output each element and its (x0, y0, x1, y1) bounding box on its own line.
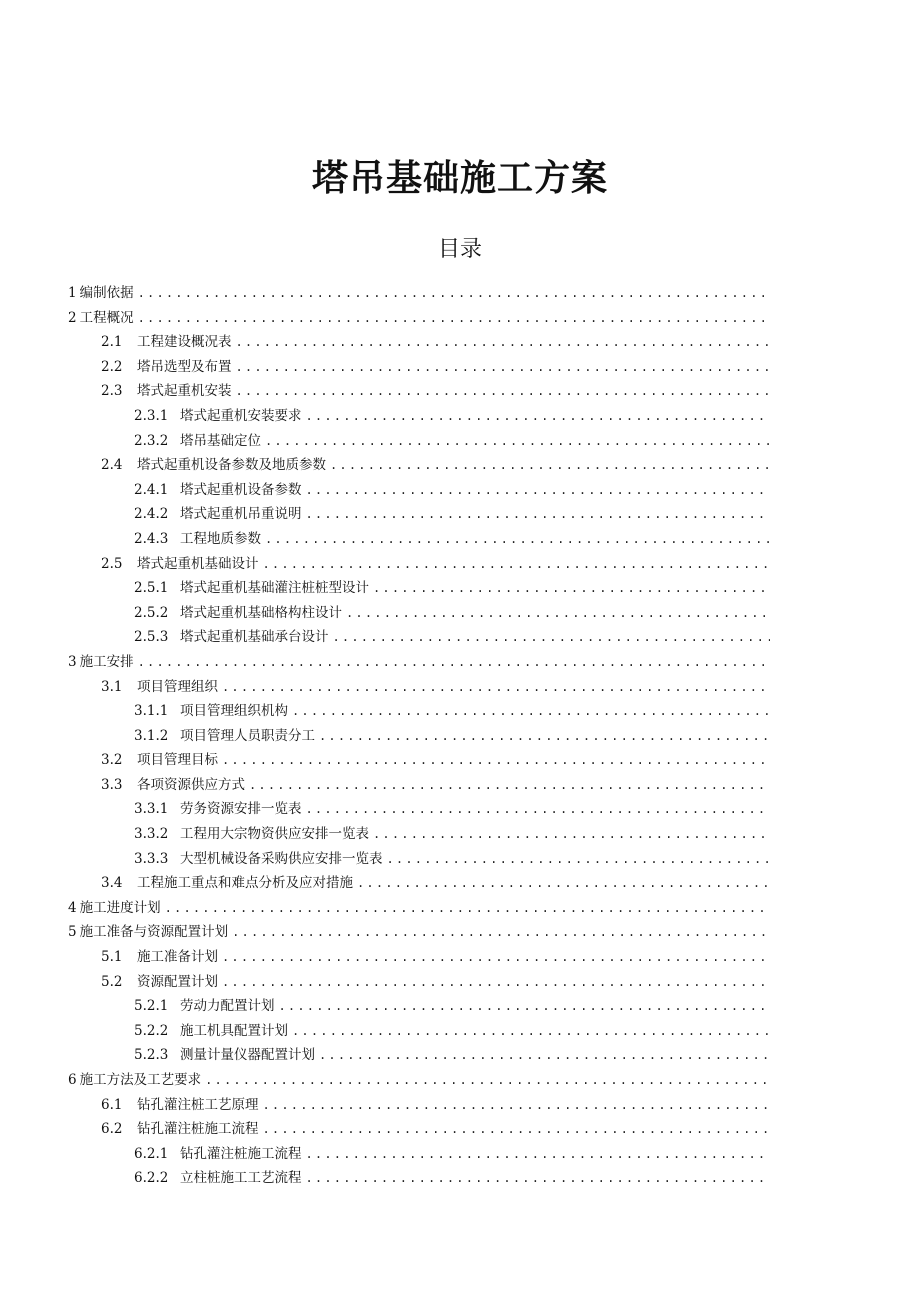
toc-entry-number: 2.3.2 (134, 432, 169, 449)
toc-dot-leader (319, 1048, 770, 1062)
toc-entry-label: 项目管理人员职责分工 (180, 727, 315, 744)
toc-entry-number: 2.4 (101, 457, 123, 474)
toc-entry[interactable] (68, 847, 770, 872)
toc-entry[interactable] (68, 404, 770, 429)
toc-dot-leader (292, 1024, 770, 1038)
toc-dot-leader (205, 1073, 770, 1087)
toc-entry[interactable] (68, 330, 770, 355)
toc-entry[interactable] (68, 724, 770, 749)
toc-entry-number: 5.2.3 (134, 1047, 169, 1064)
toc-entry[interactable] (68, 552, 770, 577)
toc-entry-number: 3.3.2 (134, 826, 169, 843)
toc-entry[interactable] (68, 625, 770, 650)
toc-entry-number: 2.3.1 (134, 407, 169, 424)
toc-entry[interactable] (68, 1093, 770, 1118)
toc-entry-number: 6.2.1 (134, 1145, 169, 1162)
toc-entry-label: 塔式起重机基础承台设计 (180, 629, 329, 646)
toc-entry-label: 施工准备与资源配置计划 (79, 924, 229, 941)
toc-entry-label: 钻孔灌注桩工艺原理 (137, 1096, 259, 1113)
toc-dot-leader (263, 1098, 771, 1112)
toc-entry-label: 塔式起重机吊重说明 (180, 506, 302, 523)
toc-entry[interactable] (68, 896, 770, 921)
toc-entry-number: 2.5 (101, 555, 123, 572)
toc-dot-leader (373, 827, 770, 841)
toc-heading: 目录 (437, 237, 482, 262)
toc-dot-leader (292, 704, 770, 718)
toc-entry-label: 测量计量仪器配置计划 (180, 1047, 315, 1064)
toc-dot-leader (236, 360, 771, 374)
toc-dot-leader (387, 852, 771, 866)
toc-entry-number: 3.3 (101, 776, 123, 793)
toc-entry[interactable] (68, 355, 770, 380)
toc-entry-number: 6.2 (101, 1121, 123, 1138)
toc-dot-leader (346, 606, 770, 620)
toc-dot-leader (306, 1147, 771, 1161)
toc-dot-leader (265, 434, 770, 448)
toc-entry-number: 3.1.2 (134, 727, 169, 744)
document-title: 塔吊基础施工方案 (311, 158, 608, 199)
toc-entry-number: 2.5.1 (134, 580, 169, 597)
table-of-contents (68, 281, 770, 1191)
toc-dot-leader (232, 925, 770, 939)
toc-dot-leader (138, 655, 770, 669)
toc-dot-leader (306, 409, 771, 423)
toc-entry-number: 3.3.3 (134, 850, 169, 867)
toc-entry[interactable] (68, 1068, 770, 1093)
toc-entry-number: 1 (68, 285, 77, 301)
toc-entry[interactable] (68, 920, 770, 945)
toc-dot-leader (306, 507, 771, 521)
toc-entry-label: 塔式起重机基础灌注桩桩型设计 (180, 580, 369, 597)
toc-dot-leader (373, 581, 770, 595)
toc-entry[interactable] (68, 306, 770, 331)
toc-entry-number: 6.1 (101, 1096, 123, 1113)
toc-dot-leader (319, 729, 770, 743)
toc-entry-label: 塔式起重机基础设计 (137, 555, 259, 572)
toc-entry-label: 项目管理组织 (137, 678, 218, 695)
toc-entry-label: 施工准备计划 (137, 949, 218, 966)
toc-entry[interactable] (68, 1019, 770, 1044)
toc-entry-number: 2.1 (101, 334, 123, 351)
toc-entry[interactable] (68, 453, 770, 478)
toc-dot-leader (263, 557, 771, 571)
toc-entry[interactable] (68, 675, 770, 700)
toc-entry-number: 5 (68, 924, 77, 941)
toc-entry-number: 3.1 (101, 678, 123, 695)
toc-entry[interactable] (68, 1117, 770, 1142)
toc-dot-leader (265, 532, 770, 546)
toc-entry-label: 施工安排 (79, 653, 134, 670)
toc-entry-label: 塔吊选型及布置 (137, 358, 232, 375)
toc-entry[interactable] (68, 650, 770, 675)
toc-entry-label: 施工方法及工艺要求 (79, 1072, 202, 1088)
toc-entry[interactable] (68, 429, 770, 454)
toc-dot-leader (165, 901, 770, 915)
toc-entry-label: 工程地质参数 (180, 530, 261, 547)
toc-entry-number: 5.2.1 (134, 998, 169, 1015)
toc-entry[interactable] (68, 699, 770, 724)
toc-entry[interactable] (68, 502, 770, 527)
toc-entry[interactable] (68, 527, 770, 552)
toc-entry-number: 2.5.3 (134, 629, 169, 646)
toc-dot-leader (236, 384, 771, 398)
toc-entry[interactable] (68, 748, 770, 773)
toc-entry[interactable] (68, 379, 770, 404)
toc-dot-leader (236, 335, 771, 349)
toc-entry-label: 钻孔灌注桩施工流程 (180, 1145, 302, 1162)
toc-dot-leader (330, 458, 770, 472)
toc-entry[interactable] (68, 1043, 770, 1068)
toc-entry-number: 5.2.2 (134, 1022, 169, 1039)
toc-dot-leader (138, 286, 770, 300)
toc-dot-leader (222, 753, 770, 767)
toc-entry-number: 3.4 (101, 875, 123, 892)
toc-dot-leader (306, 483, 771, 497)
toc-entry-label: 项目管理组织机构 (180, 703, 288, 720)
toc-entry-number: 3.2 (101, 752, 123, 769)
toc-entry-number: 2.4.1 (134, 481, 169, 498)
toc-dot-leader (222, 680, 770, 694)
toc-dot-leader (222, 950, 770, 964)
toc-dot-leader (138, 311, 770, 325)
toc-entry-label: 工程用大宗物资供应安排一览表 (180, 826, 369, 843)
toc-entry-number: 3 (68, 653, 77, 670)
toc-entry-number: 3.3.1 (134, 801, 169, 818)
toc-entry-label: 钻孔灌注桩施工流程 (137, 1121, 259, 1138)
toc-dot-leader (249, 778, 770, 792)
toc-entry-label: 塔吊基础定位 (180, 432, 261, 449)
toc-entry-number: 3.1.1 (134, 703, 169, 720)
toc-entry[interactable] (68, 576, 770, 601)
toc-dot-leader (279, 999, 771, 1013)
toc-entry-number: 4 (68, 899, 77, 916)
toc-entry-number: 2.2 (101, 358, 123, 375)
toc-entry-label: 立柱桩施工工艺流程 (180, 1170, 302, 1187)
toc-entry-number: 5.2 (101, 973, 123, 990)
toc-entry-number: 2.5.2 (134, 604, 169, 621)
toc-entry-label: 大型机械设备采购供应安排一览表 (180, 850, 383, 867)
toc-entry-label: 编制依据 (79, 285, 134, 301)
toc-entry-number: 5.1 (101, 949, 123, 966)
toc-entry-label: 塔式起重机基础格构柱设计 (180, 604, 342, 621)
toc-entry-label: 资源配置计划 (137, 973, 218, 990)
toc-entry-label: 施工进度计划 (79, 899, 161, 916)
toc-entry[interactable] (68, 478, 770, 503)
toc-entry[interactable] (68, 601, 770, 626)
toc-entry-number: 2.3 (101, 383, 123, 400)
toc-entry-label: 工程概况 (79, 309, 134, 326)
toc-entry-label: 项目管理目标 (137, 752, 218, 769)
toc-entry[interactable] (68, 822, 770, 847)
toc-entry-label: 劳务资源安排一览表 (180, 801, 302, 818)
toc-entry[interactable] (68, 1166, 770, 1191)
toc-entry-label: 工程建设概况表 (137, 334, 232, 351)
toc-dot-leader (357, 876, 770, 890)
toc-entry-label: 塔式起重机安装 (137, 383, 232, 400)
toc-entry[interactable] (68, 994, 770, 1019)
toc-dot-leader (333, 630, 771, 644)
toc-entry-label: 塔式起重机安装要求 (180, 407, 302, 424)
toc-entry[interactable] (68, 970, 770, 995)
toc-dot-leader (306, 802, 771, 816)
toc-entry-number: 6.2.2 (134, 1170, 169, 1187)
toc-dot-leader (263, 1122, 771, 1136)
toc-entry-label: 工程施工重点和难点分析及应对措施 (137, 875, 353, 892)
toc-entry-label: 塔式起重机设备参数 (180, 481, 302, 498)
toc-entry[interactable] (68, 773, 770, 798)
toc-dot-leader (306, 1171, 771, 1185)
toc-entry[interactable] (68, 945, 770, 970)
toc-entry[interactable] (68, 797, 770, 822)
toc-entry-number: 2 (68, 309, 77, 326)
toc-dot-leader (222, 975, 770, 989)
toc-entry[interactable] (68, 281, 770, 306)
toc-entry-number: 2.4.2 (134, 506, 169, 523)
toc-entry-label: 劳动力配置计划 (180, 998, 275, 1015)
toc-entry[interactable] (68, 871, 770, 896)
toc-entry-number: 2.4.3 (134, 530, 169, 547)
toc-entry-label: 施工机具配置计划 (180, 1022, 288, 1039)
toc-entry-label: 各项资源供应方式 (137, 776, 245, 793)
toc-entry-number: 6 (68, 1072, 77, 1088)
toc-entry-label: 塔式起重机设备参数及地质参数 (137, 457, 326, 474)
toc-entry[interactable] (68, 1142, 770, 1167)
